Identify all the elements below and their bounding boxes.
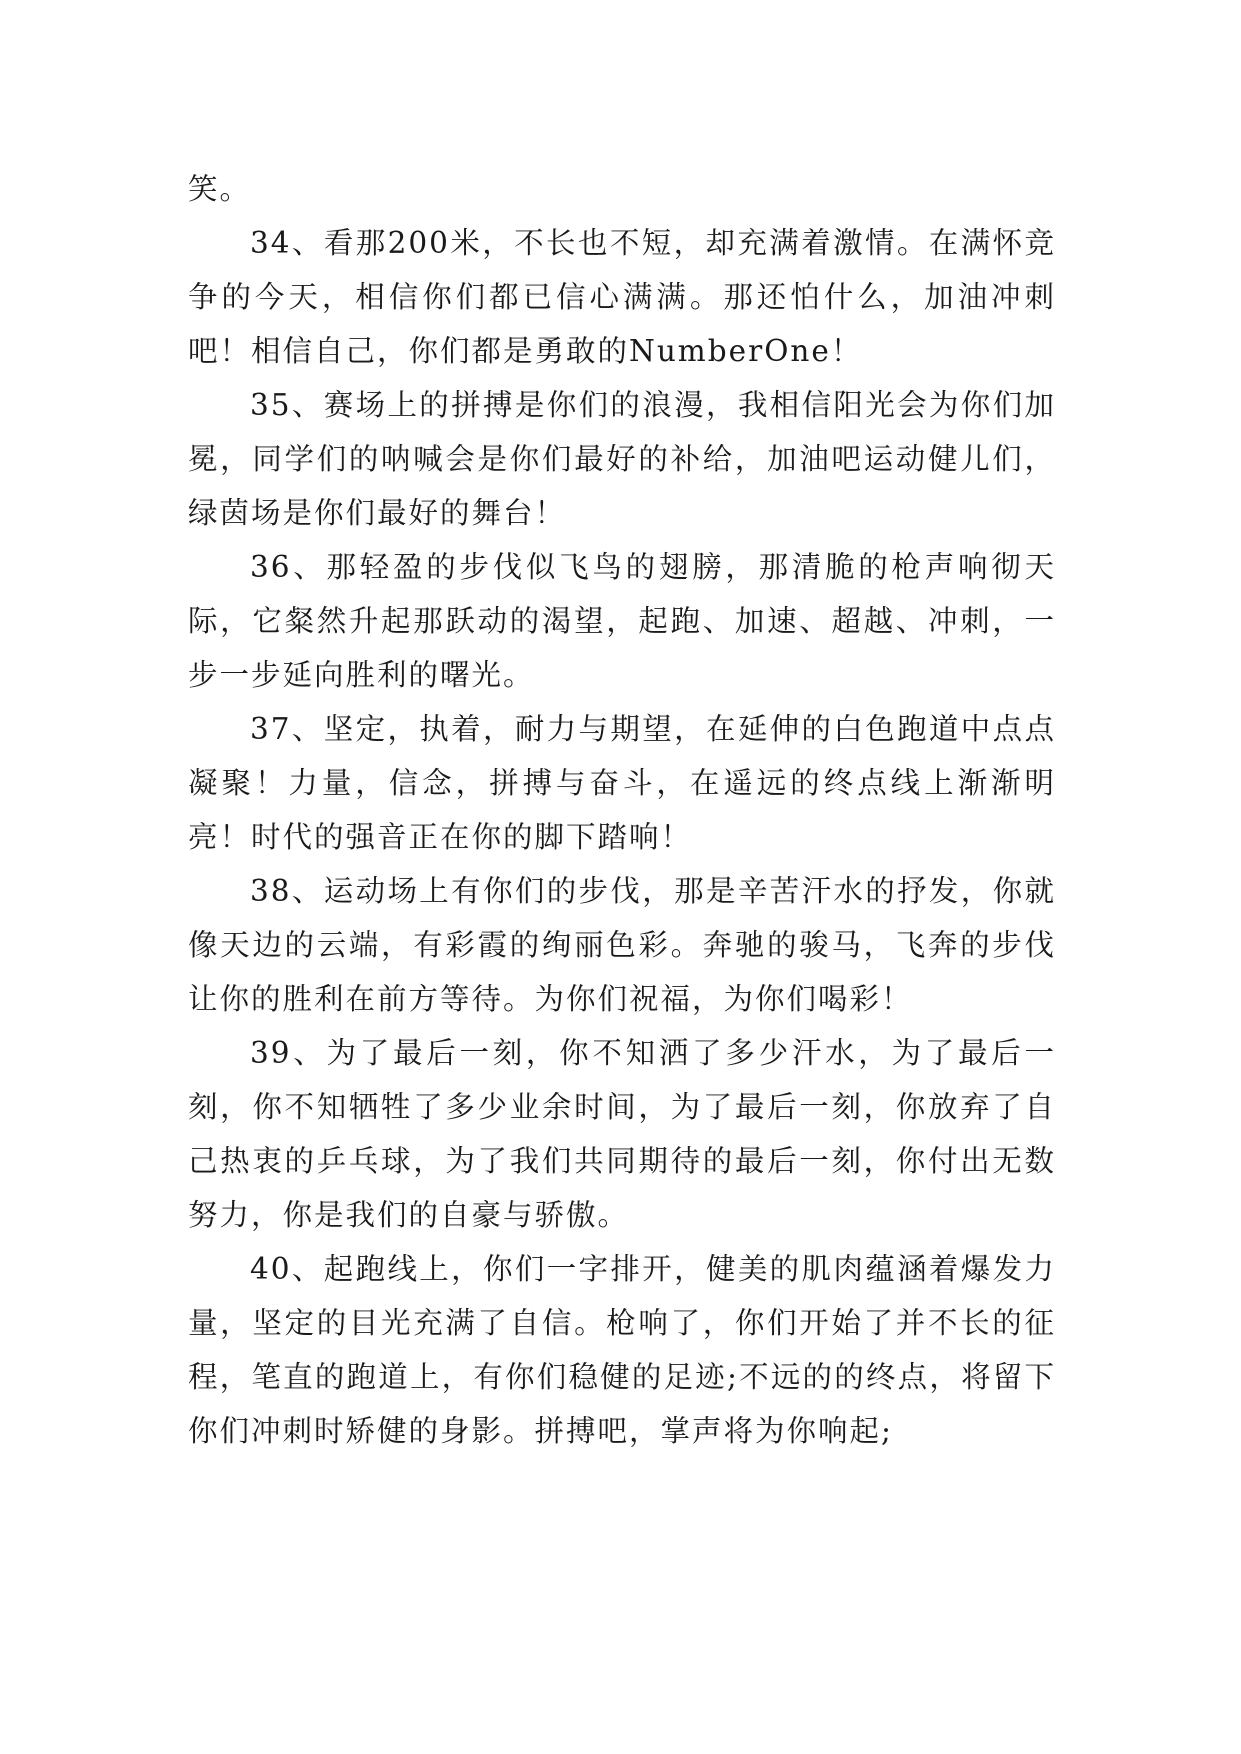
paragraph-34: 34、看那200米，不长也不短，却充满着激情。在满怀竞争的今天，相信你们都已信心满满。那还怕什么，加油冲刺吧！相信自己，你们都是勇敢的NumberOne！ [188,226,1056,368]
paragraph-40: 40、起跑线上，你们一字排开，健美的肌肉蕴涵着爆发力量，坚定的目光充满了自信。枪响了，你们开始了并不长的征程，笔直的跑道上，有你们稳健的足迹;不远的的终点，将留下你们冲刺时矫健的身影。拼搏吧，掌声将为你响起; [188,1252,1056,1448]
paragraph-37: 37、坚定，执着，耐力与期望，在延伸的白色跑道中点点凝聚！力量，信念，拼搏与奋斗，在遥远的终点线上渐渐明亮！时代的强音正在你的脚下踏响！ [188,712,1056,854]
paragraph-39: 39、为了最后一刻，你不知洒了多少汗水，为了最后一刻，你不知牺牲了多少业余时间，为了最后一刻，你放弃了自己热衷的乒乓球，为了我们共同期待的最后一刻，你付出无数努力，你是我们的自豪与骄傲。 [188,1036,1056,1232]
paragraph-continuation: 笑。 [188,172,252,206]
paragraph-36: 36、那轻盈的步伐似飞鸟的翅膀，那清脆的枪声响彻天际，它粲然升起那跃动的渴望，起跑、加速、超越、冲刺，一步一步延向胜利的曙光。 [188,550,1056,692]
paragraph-35: 35、赛场上的拼搏是你们的浪漫，我相信阳光会为你们加冕，同学们的呐喊会是你们最好的补给，加油吧运动健儿们，绿茵场是你们最好的舞台！ [188,388,1056,530]
paragraph-38: 38、运动场上有你们的步伐，那是辛苦汗水的抒发，你就像天边的云端，有彩霞的绚丽色彩。奔驰的骏马，飞奔的步伐让你的胜利在前方等待。为你们祝福，为你们喝彩！ [188,874,1056,1016]
document-body [188,162,1056,1458]
